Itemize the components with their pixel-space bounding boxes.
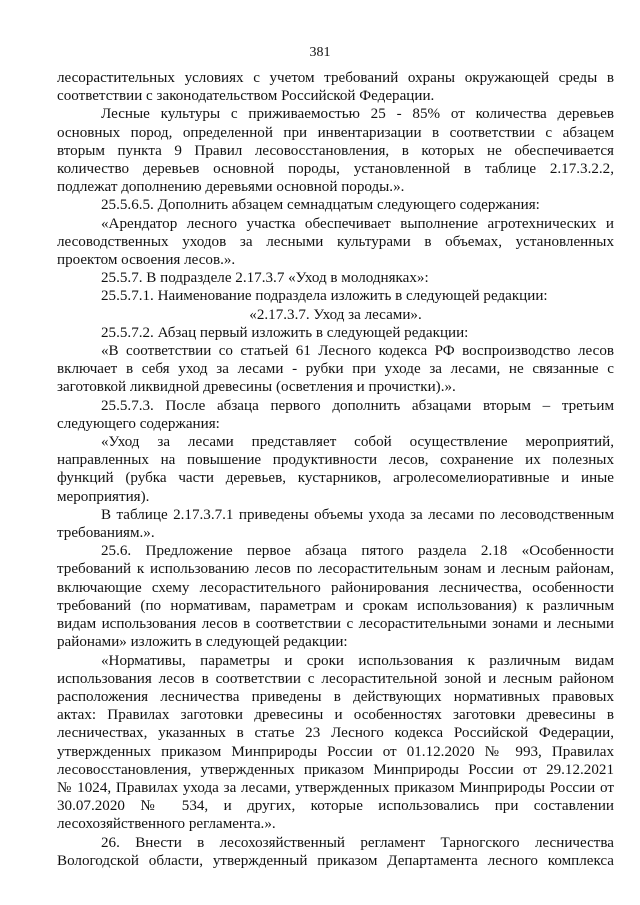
text-line: 25.6. Предложение первое абзаца пятого раздела 2.18 «Особенности: [101, 543, 614, 560]
text-line: Вологодской области, утвержденный приказом Департамента лесного комплекса: [57, 852, 614, 869]
text-line: 25.5.7.2. Абзац первый изложить в следующей редакции:: [101, 324, 469, 341]
text-line: расположения лесничества приведены в действующих нормативных правовых: [57, 688, 614, 705]
text-line: требованиям.».: [57, 525, 155, 542]
text-line: 25.5.7. В подразделе 2.17.3.7 «Уход в молодняках»:: [101, 270, 429, 287]
text-line: лесохозяйственного регламента.».: [57, 816, 276, 833]
text-line: «Арендатор лесного участка обеспечивает выполнение агротехнических и: [101, 215, 614, 232]
text-line: «В соответствии со статьей 61 Лесного кодекса РФ воспроизводство лесов: [101, 343, 614, 360]
text-line: видам использования лесов в соответствии с лесорастительными зонами и лесными: [57, 616, 614, 633]
text-line: Лесные культуры с приживаемостью 25 - 85% от количества деревьев: [101, 106, 614, 123]
text-line: направленных на повышение продуктивности лесов, сохранение их полезных: [57, 452, 614, 469]
text-line: актах: Правилах заготовки древесины и особенностях заготовки древесины в: [57, 707, 614, 724]
text-line: «Нормативы, параметры и сроки использования к различным видам: [101, 652, 614, 669]
text-line: основных пород, определенной при инвентаризации в соответствии с абзацем: [57, 124, 614, 141]
text-line: 25.5.7.3. После абзаца первого дополнить абзацами вторым – третьим: [101, 397, 614, 414]
text-line: В таблице 2.17.3.7.1 приведены объемы ухода за лесами по лесоводственным: [101, 506, 614, 523]
text-line: лесоводственных уходов за лесными культурами в объемах, установленных: [57, 233, 614, 250]
text-line: заготовкой ликвидной древесины (осветления и прочистки).».: [57, 379, 456, 396]
text-line: мероприятия).: [57, 488, 150, 505]
text-line: требований к использованию лесов по лесорастительным зонам и лесным районам,: [57, 561, 614, 578]
text-line: «2.17.3.7. Уход за лесами».: [249, 306, 422, 323]
text-line: 30.07.2020 № 534, и других, которые использовались при составлении: [57, 798, 614, 815]
text-line: следующего содержания:: [57, 415, 220, 432]
page-number: 381: [309, 45, 331, 60]
text-line: использования лесов в соответствии с лесорастительной зоной и лесным районом: [57, 670, 614, 687]
text-line: функций (рубка части деревьев, кустарников, агролесомелиоративные и иные: [57, 470, 614, 487]
document-body: [57, 69, 614, 870]
text-line: районами» изложить в следующей редакции:: [57, 634, 348, 651]
text-line: 26. Внести в лесохозяйственный регламент Тарногского лесничества: [101, 834, 614, 851]
text-line: лесничествах, указанных в статье 23 Лесного кодекса Российской Федерации,: [57, 725, 614, 742]
text-line: лесорастительных условиях с учетом требований охраны окружающей среды в: [57, 70, 614, 86]
text-line: утвержденных приказом Минприроды России от 01.12.2020 № 993, Правилах: [57, 743, 614, 760]
text-line: включающие схему лесорастительного районирования лесничества, особенности: [57, 579, 614, 596]
text-line: вторым пункта 9 Правил лесовосстановления, в которых не обеспечивается: [57, 142, 614, 159]
text-line: 25.5.6.5. Дополнить абзацем семнадцатым следующего содержания:: [101, 197, 540, 214]
text-line: требований (по нормативам, параметрам и срокам использования) к различным: [57, 597, 614, 614]
text-line: включает в себя уход за лесами - рубки при уходе за лесами, не связанные с: [57, 361, 614, 378]
text-line: количество деревьев основной породы, установленной в таблице 2.17.3.2.2,: [57, 161, 614, 178]
text-line: лесовосстановления, утвержденных приказом Минприроды России от 29.12.2021: [57, 761, 614, 778]
text-line: № 1024, Правилах ухода за лесами, утвержденных приказом Минприроды России от: [57, 779, 614, 796]
text-line: 25.5.7.1. Наименование подраздела изложить в следующей редакции:: [101, 288, 548, 305]
text-line: «Уход за лесами представляет собой осуществление мероприятий,: [101, 434, 614, 451]
text-line: проектом освоения лесов.».: [57, 252, 236, 269]
text-line: соответствии с законодательством Российской Федерации.: [57, 88, 435, 105]
text-line: подлежат дополнению деревьями основной породы.».: [57, 179, 405, 196]
